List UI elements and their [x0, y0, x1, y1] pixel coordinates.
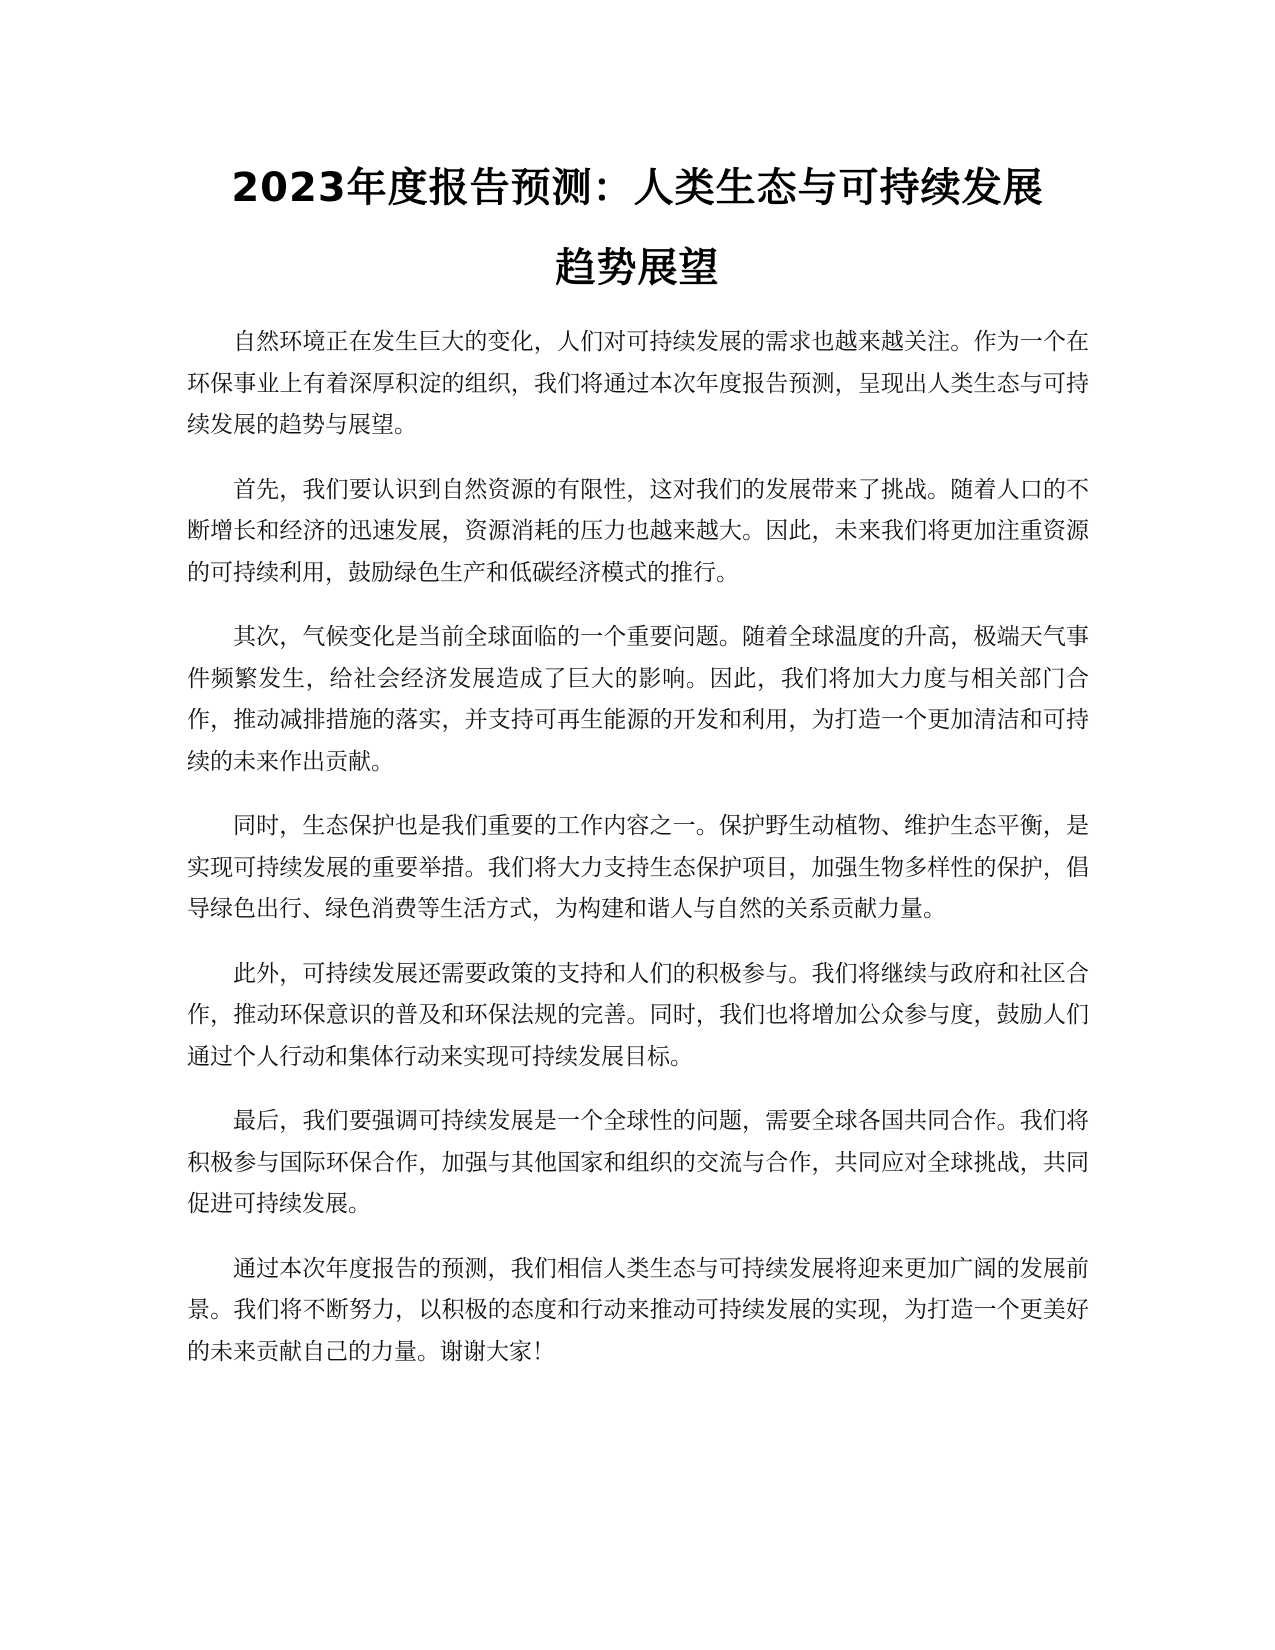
paragraph-policy: 此外，可持续发展还需要政策的支持和人们的积极参与。我们将继续与政府和社区合作，推动环保意识的普及和环保法规的完善。同时，我们也将增加公众参与度，鼓励人们通过个人行动和集体行动来实现可持续发展目标。 [187, 960, 1089, 1070]
paragraph-resources: 首先，我们要认识到自然资源的有限性，这对我们的发展带来了挑战。随着人口的不断增长和经济的迅速发展，资源消耗的压力也越来越大。因此，未来我们将更加注重资源的可持续利用，鼓励绿色生产和低碳经济模式的推行。 [187, 476, 1089, 586]
document-title [170, 148, 1105, 308]
paragraph-global: 最后，我们要强调可持续发展是一个全球性的问题，需要全球各国共同合作。我们将积极参与国际环保合作，加强与其他国家和组织的交流与合作，共同应对全球挑战，共同促进可持续发展。 [187, 1108, 1089, 1217]
document-title-line-2: 趋势展望 [555, 245, 720, 291]
paragraph-ecology: 同时，生态保护也是我们重要的工作内容之一。保护野生动植物、维护生态平衡，是实现可持续发展的重要举措。我们将大力支持生态保护项目，加强生物多样性的保护，倡导绿色出行、绿色消费等生活方式，为构建和谐人与自然的关系贡献力量。 [187, 813, 1089, 922]
document-title-line-1: 2023年度报告预测：人类生态与可持续发展 [231, 165, 1044, 211]
paragraph-intro: 自然环境正在发生巨大的变化，人们对可持续发展的需求也越来越关注。作为一个在环保事业上有着深厚积淀的组织，我们将通过本次年度报告预测，呈现出人类生态与可持续发展的趋势与展望。 [187, 329, 1089, 438]
document-body [187, 322, 1089, 1396]
paragraph-climate: 其次，气候变化是当前全球面临的一个重要问题。随着全球温度的升高，极端天气事件频繁发生，给社会经济发展造成了巨大的影响。因此，我们将加大力度与相关部门合作，推动减排措施的落实，并支持可再生能源的开发和利用，为打造一个更加清洁和可持续的未来作出贡献。 [187, 624, 1089, 775]
paragraph-conclusion: 通过本次年度报告的预测，我们相信人类生态与可持续发展将迎来更加广阔的发展前景。我们将不断努力，以积极的态度和行动来推动可持续发展的实现，为打造一个更美好的未来贡献自己的力量。谢谢大家！ [187, 1255, 1089, 1365]
